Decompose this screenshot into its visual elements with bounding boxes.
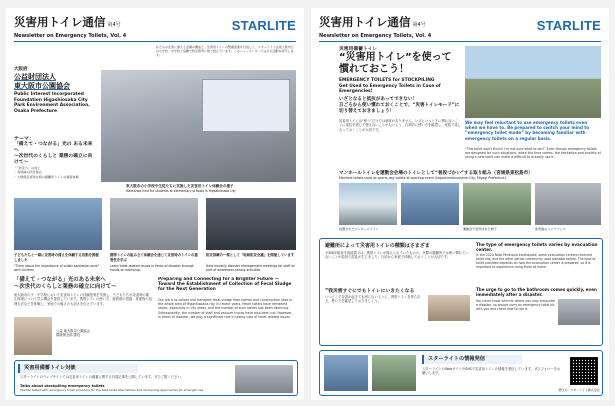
body-text-en: “This toilet won't flush!! I'm not sure what to do!!” Even though emergency toilets are designed for such situations, when the time comes, the hesitation and anxiety of using a new toilet can make it difficult to actually use it.: [465, 147, 601, 160]
representative-photo: [14, 317, 52, 355]
types-photo-en: [558, 299, 600, 325]
info-text: スターライトのWebサイトやSNSで災害用トイレの情報を発信しています。ぜひフォローをお願いします。: [422, 367, 561, 376]
portal-subtitle-en: Talks about stockpiling emergency toilets: [20, 384, 105, 388]
newsletter-header: [14, 16, 126, 39]
organization-block: [14, 66, 94, 114]
portal-thumbnail[interactable]: [235, 365, 293, 393]
info-photo-2: [372, 355, 416, 391]
newsletter-subtitle: Newsletter on Emergency Toilets, Vol. 4: [319, 33, 432, 39]
theme-label: テーマ：: [14, 136, 35, 142]
hero-photo: [465, 46, 601, 118]
lead-jp: いざとなると抵抗があってできない！ 日ごろから使い慣れておくことで、“災害トイレモード”に 切り替えておきましょう！: [339, 97, 460, 114]
org-name-en: Public Interest Incorporated Foundation Higashiosaka City Park Environment Association, Osaka Prefecture: [14, 92, 90, 114]
portal-box: [14, 360, 298, 396]
activity-caption-1: 子どもたちと一緒に災害時の備えを体験する活動を開催しました: [14, 253, 99, 262]
practice-photo-3: [463, 183, 531, 225]
activity-photo-3: [206, 198, 296, 250]
portal-text-en: Starlite talked with emergency toilet providers for the best toilet alternatives and stockpiling approaches for emergencies.: [20, 389, 205, 392]
qr-code[interactable]: [570, 357, 598, 385]
newsletter-page-left: [6, 8, 304, 400]
portal-text-jp: スターライトのウェブサイトでは災害用トイレの備蓄に関する対談記事を公開しています。ぜひご覧ください。: [20, 375, 184, 379]
types-photo-small: [428, 295, 470, 321]
practice-photo-4: [535, 183, 601, 225]
practice-photo-1: [339, 183, 397, 225]
main-photo-caption: 東大阪市の小学校や生徒たちに実施した災害用トイレ体験会の様子: [126, 184, 234, 188]
types-title-jp: 避難所によって災害用トイレの種類はさまざま: [325, 243, 430, 249]
activity-caption-1-en: “Think about the importance of public sanitation work” with children: [14, 264, 100, 273]
info-photo-1: [324, 355, 368, 391]
types-box: [319, 238, 603, 346]
main-photo-caption-en: Workshop held for students at elementary schools in Higashiosaka city: [126, 189, 236, 193]
info-footer: 発行元：スターライト株式会社: [558, 388, 600, 392]
headline: “災害用トイレ”を使って 慣れておこう！: [339, 52, 452, 75]
types-text2-jp: いつどこで災害が起きても困らないように、携帯トイレを持ち歩き、使い方を確認しておきましょう。: [325, 295, 421, 304]
types-text2-en: You never know when or where you may encounter a disaster, so always carry an emergency toilet kit with you and check how to use it.: [476, 299, 556, 312]
header-divider: [319, 41, 601, 42]
types-title-en: The type of emergency toilets varies by evacuation center.: [476, 242, 598, 253]
theme-line-2: 〜次世代のくらしと 業務の確立に向けて〜: [14, 154, 93, 165]
practice-photo-caption-2: 運動会で使用された様子: [463, 227, 498, 231]
body-text-jp: 東大阪市の小・中学校において災害用トイレの体験授業を実施し、子どもたちが災害時の衛生環境について学ぶ機会を提供しています。携帯トイレの使い方、凝固剤の役割、排泄物の処理方法などを体験し、家庭での備えの大切さを伝えています。: [14, 293, 152, 306]
body-text-en: Our job is to collect and transport fecal sludge from homes and construction sites in the whole area of Higashiosaka city. In recent years, fewer toilets have remained septic, especially in city areas, and the number of such toilets has been declining. Subsequently, the number of staff and vacuum trucks have also been cut. However, in times of disaster, we play a significant role in taking care of toilet-related issues.: [158, 298, 293, 319]
kicker: 災害用備蓄トイレ: [339, 47, 378, 52]
starlite-logo: STARLITE: [536, 18, 601, 33]
newsletter-title: 災害用トイレ通信 第4号: [319, 15, 426, 29]
theme-line-1: 「備えて・つながる」光の ある未来へ: [14, 142, 93, 153]
newsletter-subtitle: Newsletter on Emergency Toilets, Vol. 4: [14, 33, 127, 39]
theme-block: [14, 135, 94, 166]
practice-title-en: Manhole toilets used as sports-day toilets at sporting event (Higashimatsushima City, Miyagi Prefecture): [339, 176, 506, 180]
activity-photo-2: [110, 198, 198, 250]
newsletter-header: [319, 16, 431, 39]
lead-en: We may feel reluctant to use emergency toilets even when we have to. Be prepared to switch your mind to “emergency toilet mode” by becoming familiar with emergency toilets on a regular basis.: [465, 120, 590, 141]
header-divider: [14, 41, 296, 42]
body-title-jp: 「備えて・つながる」光のある未来へ 〜次世代のくらしと業務の確立に向けて〜: [14, 277, 117, 290]
practice-title: マンホールトイレを運動会会場のトイレとして“普段づかい”する取り組み（宮城県東松島市）: [339, 171, 533, 176]
body-title-en: Preparing and Connecting for a Brighter Future — Toward the Establishment of Collection of Fecal Sludge for the Next Generation: [158, 277, 292, 293]
starlite-logo: STARLITE: [231, 18, 296, 33]
org-notes: ・「防災力」の向上 ・各地域の防災拠点 ・大規模災害発生時の避難所トイレの確保体制: [14, 166, 79, 179]
info-title: スターライトの情報発信: [422, 355, 522, 364]
newsletter-page-right: [311, 8, 609, 400]
types-text-en: In the 2024 Noto Peninsula Earthquake, some evacuation centers received toilet kits, and the other partial community used portable toilets. The type of toilet provided depends on how the evacuation center is prepared, so it is important to experience using them at home.: [476, 253, 596, 270]
activity-caption-3-en: Held monthly disaster management meetings for staff as part of awareness-raising activities: [206, 264, 295, 273]
types-sub-jp: “我災害すぐにでもトイレにいきたくなる: [325, 289, 415, 294]
types-sub-en: The urge to go to the bathroom comes quickly, even immediately after a disaster.: [476, 287, 597, 298]
activity-photo-1: [14, 198, 102, 250]
main-workshop-photo: [101, 70, 296, 182]
practice-photo-caption-1: 設置されたマンホールトイレ: [339, 227, 380, 231]
body-text-jp: 災害用トイレは“使う”だけでは意味がありません。いざというときに慣れないことに抵抗を感じて使えないことがないよう、日常的に使い方を確認し、家族で話し合っておくことが大切です。: [339, 119, 461, 132]
newsletter-title: 災害用トイレ通信 第4号: [14, 15, 121, 29]
portal-title: 災害用備蓄トイレ対談: [18, 364, 138, 373]
org-prefecture: 大阪府: [14, 67, 28, 72]
en-title: EMERGENCY TOILETS for STOCKPILING: [339, 78, 435, 83]
activity-caption-2-en: Learn toilet-related issues in times of disaster through hands-on workshop: [110, 264, 194, 273]
intro-text: 私たちの災害に備える意識の醸成と、災害用トイレの整備促進を目指して、スターライトは東大阪市立の小学校・中学校と協働で防災教育に取り組んでいます。このニュースレターではその活動を紹介します。: [156, 45, 294, 57]
info-box: [319, 350, 603, 396]
activity-caption-3: 防災訓練の一環として「地域防災会議」を開催しています: [206, 253, 295, 257]
representative-caption: 公益 東大阪市公園協会 環境保全部 課長: [56, 329, 91, 338]
org-name-jp: 公益財団法人 東大阪市公園協会: [14, 73, 70, 90]
practice-photo-caption-3: 使用後のメンテナンス: [535, 227, 566, 231]
activity-caption-2: 携帯トイレの組み立て体験会を通じて災害時のトイレの重要性を学ぶ: [110, 253, 198, 262]
en-subtitle: Get Used to Emergency Toilets in Case of Emergencies!: [339, 84, 441, 95]
types-text-jp: 令和6年能登半島地震では、携帯トイレが備えられていたものの、実際の避難所では使い慣れていないことが原因で混乱が生じました。日頃から家庭で体験しておくことが大切です。: [325, 251, 469, 260]
practice-photo-2: [401, 183, 459, 225]
